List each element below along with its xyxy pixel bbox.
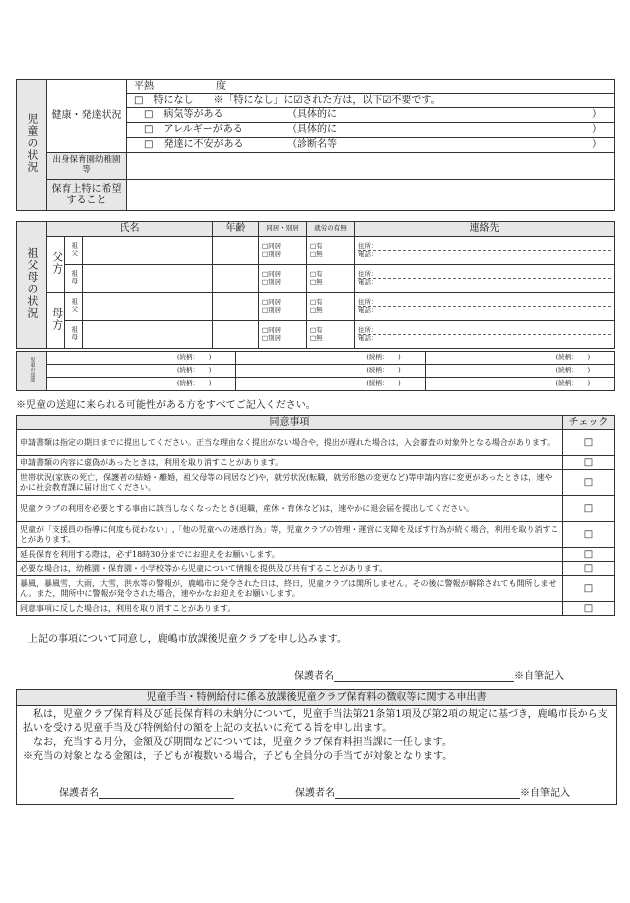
gp-age[interactable]	[213, 237, 259, 265]
consent-checkbox[interactable]: □	[563, 602, 615, 616]
gm-label: 祖母	[65, 321, 83, 349]
consent-item: 同意事項に反した場合は，利用を取り消すことがあります。	[17, 602, 563, 616]
escort-field[interactable]: (続柄： )	[47, 365, 236, 378]
consent-item: 児童が「支援員の指導に何度も従わない」,「他の児童への迷惑行為」等，児童クラブの管理・運営に支障を及ぼす行為が続く場合，利用を取り消すことがあります。	[17, 522, 563, 548]
consent-item: 児童クラブの利用を必要とする事由に該当しなくなったとき(退職，産休・育休など)は，速やかに退会届を提出してください。	[17, 496, 563, 522]
check-header: チェック	[563, 416, 615, 430]
gp-work[interactable]: □有 □無	[307, 237, 355, 265]
gp-work[interactable]: □有 □無	[307, 265, 355, 293]
child-status-label: 児童の状況	[17, 80, 47, 211]
gp-row	[17, 265, 615, 293]
school-field[interactable]	[127, 153, 615, 180]
escort-field[interactable]: (続柄： )	[236, 365, 425, 378]
consent-item: 暴風，暴風雪，大雨，大雪，洪水等の警報が，鹿嶋市に発令された日は，終日，児童クラブは開所しません。その後に警報が解除されても開所しません。また，開所中に警報が発令された場合，速やかなお迎えをお願いします。	[17, 576, 563, 602]
header-age: 年齢	[213, 222, 259, 237]
header-contact: 連絡先	[355, 222, 615, 237]
escort-label: 児童の送迎	[17, 352, 47, 391]
gp-contact[interactable]: 住所： 電話：	[355, 265, 615, 293]
gp-live[interactable]: □同居 □別居	[259, 265, 307, 293]
gp-age[interactable]	[213, 265, 259, 293]
agree-text: 上記の事項について同意し，鹿嶋市放課後児童クラブを申し込みます。	[28, 634, 347, 645]
opt-illness[interactable]: □ 病気等がある （具体的に ）	[127, 108, 615, 123]
gp-name[interactable]	[83, 293, 213, 321]
gm-label: 祖母	[65, 265, 83, 293]
header-live: 同居・別居	[259, 222, 307, 237]
gp-work[interactable]: □有 □無	[307, 293, 355, 321]
gp-age[interactable]	[213, 293, 259, 321]
grandparent-label: 祖父母の状況	[17, 222, 47, 349]
allowance-guardian-2[interactable]: 保護者名 ※自筆記入	[295, 788, 570, 799]
consent-checkbox[interactable]: □	[563, 430, 615, 456]
hope-label: 保育上特に希望すること	[47, 180, 127, 211]
consent-item: 申請書類の内容に虚偽があったときは，利用を取り消すことがあります。	[17, 456, 563, 470]
consent-checkbox[interactable]: □	[563, 522, 615, 548]
consent-checkbox[interactable]: □	[563, 576, 615, 602]
hope-field[interactable]	[127, 180, 615, 211]
consent-header: 同意事項	[17, 416, 563, 430]
consent-item: 必要な場合は，幼稚園・保育園・小学校等から児童について情報を提供及び共有することがあります。	[17, 562, 563, 576]
allowance-section	[16, 689, 617, 805]
opt-none[interactable]: □ 特になし ※「特になし」に☑された方は，以下☑不要です。	[127, 94, 615, 108]
gp-name[interactable]	[83, 321, 213, 349]
guardian-sign[interactable]: 保護者名 ※自筆記入	[294, 671, 564, 682]
escort-field[interactable]: (続柄： )	[425, 365, 614, 378]
opt-allergy[interactable]: □ アレルギーがある （具体的に ）	[127, 123, 615, 138]
header-name: 氏名	[47, 222, 213, 237]
gf-label: 祖父	[65, 237, 83, 265]
consent-checkbox[interactable]: □	[563, 562, 615, 576]
consent-checkbox[interactable]: □	[563, 470, 615, 496]
gp-name[interactable]	[83, 265, 213, 293]
father-side-label: 父方	[47, 237, 65, 293]
gp-contact[interactable]: 住所： 電話：	[355, 321, 615, 349]
consent-checkbox[interactable]: □	[563, 456, 615, 470]
escort-field[interactable]: (続柄： )	[236, 378, 425, 391]
gp-contact[interactable]: 住所： 電話：	[355, 293, 615, 321]
escort-section	[16, 351, 615, 391]
gp-row	[17, 321, 615, 349]
escort-note: ※児童の送迎に来られる可能性がある方をすべてご記入ください。	[16, 400, 316, 411]
allowance-p1: 私は，児童クラブ保育料及び延長保育料の未納分について，児童手当法第21条第1項及び第2項の規定に基づき，鹿嶋市長から支払いを受ける児童手当及び特例給付の額を上記の支払いに充てる旨を申し出ます。	[23, 709, 608, 734]
consent-checkbox[interactable]: □	[563, 496, 615, 522]
escort-field[interactable]: (続柄： )	[47, 378, 236, 391]
gp-work[interactable]: □有 □無	[307, 321, 355, 349]
consent-section	[16, 415, 615, 616]
gp-live[interactable]: □同居 □別居	[259, 237, 307, 265]
gp-name[interactable]	[83, 237, 213, 265]
grandparent-section	[16, 221, 615, 349]
consent-item: 延長保育を利用する際は，必ず18時30分までにお迎えをお願いします。	[17, 548, 563, 562]
gp-live[interactable]: □同居 □別居	[259, 321, 307, 349]
consent-checkbox[interactable]: □	[563, 548, 615, 562]
gp-row	[17, 293, 615, 321]
escort-field[interactable]: (続柄： )	[425, 378, 614, 391]
allowance-title: 児童手当・特例給付に係る放課後児童クラブ保育料の徴収等に関する申出書	[17, 690, 616, 706]
allowance-p2: なお，充当する月分，金額及び期間などについては，児童クラブ保育料担当課に一任します。	[23, 737, 452, 748]
escort-field[interactable]: (続柄： )	[236, 352, 425, 365]
fever-row: 平熱 度	[127, 80, 615, 94]
school-label: 出身保育園幼稚園等	[47, 153, 127, 180]
header-work: 就労の有無	[307, 222, 355, 237]
allowance-guardian-1[interactable]: 保護者名	[59, 784, 234, 799]
escort-field[interactable]: (続柄： )	[425, 352, 614, 365]
health-label: 健康・発達状況	[47, 80, 127, 153]
gp-age[interactable]	[213, 321, 259, 349]
consent-item: 申請書類は指定の期日までに提出してください。正当な理由なく提出がない場合や，提出が遅れた場合は，入会審査の対象外となる場合があります。	[17, 430, 563, 456]
opt-dev[interactable]: □ 発達に不安がある （診断名等 ）	[127, 138, 615, 153]
escort-field[interactable]: (続柄： )	[47, 352, 236, 365]
gp-contact[interactable]: 住所： 電話：	[355, 237, 615, 265]
gf-label: 祖父	[65, 293, 83, 321]
child-status-section	[16, 79, 615, 211]
consent-item: 世帯状況(家族の死亡，保護者の結婚・離婚，祖父母等の同居など)や，就労状況(転職，就労形態の変更など)等申請内容に変更があったときは，速やかに社会教育課に届け出てください。	[17, 470, 563, 496]
allowance-p3: ※充当の対象となる金額は，子どもが複数いる場合，子ども全員分の手当てが対象となります。	[23, 751, 453, 762]
gp-row	[17, 237, 615, 265]
gp-live[interactable]: □同居 □別居	[259, 293, 307, 321]
mother-side-label: 母方	[47, 293, 65, 349]
